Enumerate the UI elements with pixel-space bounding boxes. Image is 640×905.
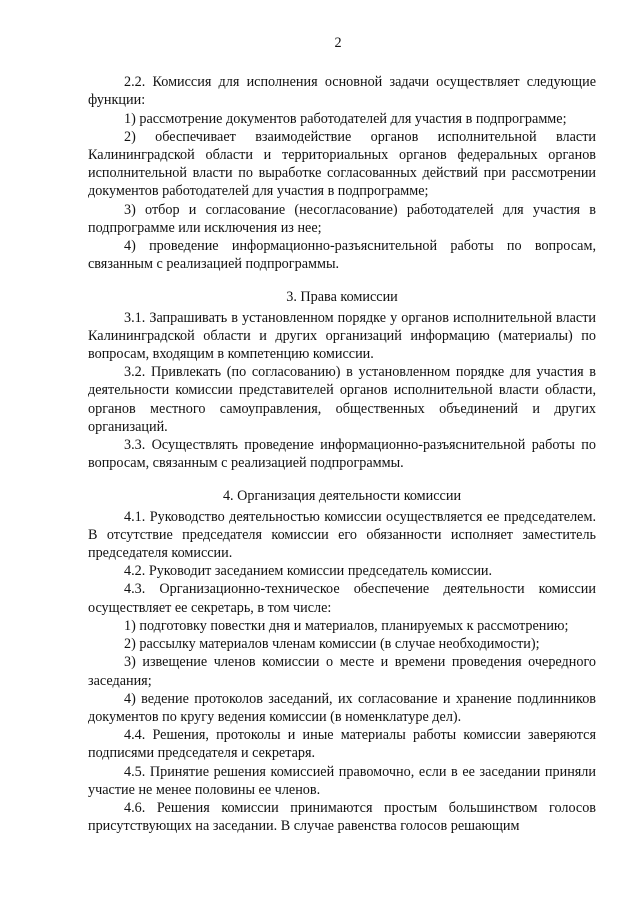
section-3 [88, 288, 596, 472]
list-item-2-2-2: 2) обеспечивает взаимодействие органов исполнительной власти Калининградской области и территориальных органов федеральных органов исполнительной власти по выработке согласованных действий при рассмотрении документов работодателей для участия в подпрограмме; [88, 128, 596, 200]
list-item-2-2-1: 1) рассмотрение документов работодателей для участия в подпрограмме; [124, 110, 567, 127]
list-item-4-3-1: 1) подготовку повестки дня и материалов, планируемых к рассмотрению; [124, 617, 569, 634]
paragraph-4-2: 4.2. Руководит заседанием комиссии председатель комиссии. [124, 563, 493, 580]
list-item-4-3-3: 3) извещение членов комиссии о месте и времени проведения очередного заседания; [88, 654, 596, 689]
paragraph-3-1: 3.1. Запрашивать в установленном порядке у органов исполнительной власти Калининградской области и других организаций информацию (материалы) по вопросам, входящим в компетенцию комиссии. [88, 309, 596, 363]
paragraph-4-6: 4.6. Решения комиссии принимаются простым большинством голосов присутствующих на заседании. В случае равенства голосов решающим [88, 799, 596, 835]
paragraph-4-1: 4.1. Руководство деятельностью комиссии осуществляется ее председателем. В отсутствие председателя комиссии его обязанности исполняет заместитель председателя комиссии. [88, 508, 596, 562]
list-item-4-3-4: 4) ведение протоколов заседаний, их согласование и хранение подлинников документов по кругу ведения комиссии (в номенклатуре дел). [88, 690, 596, 725]
page-number: 2 [334, 35, 342, 51]
section-4 [88, 487, 596, 835]
paragraph-4-3: 4.3. Организационно-техническое обеспечение деятельности комиссии осуществляет ее секретарь, в том числе: [88, 581, 596, 616]
list-item-2-2-4: 4) проведение информационно-разъяснительной работы по вопросам, связанным с реализацией подпрограммы. [88, 238, 596, 273]
paragraph-4-5: 4.5. Принятие решения комиссией правомочно, если в ее заседании приняли участие не менее половины ее членов. [88, 763, 596, 798]
paragraph-2-2: 2.2. Комиссия для исполнения основной задачи осуществляет следующие функции: [88, 74, 596, 109]
section-4-heading: 4. Организация деятельности комиссии [222, 488, 462, 505]
paragraph-3-2: 3.2. Привлекать (по согласованию) в установленном порядке для участия в деятельности комиссии представителей органов исполнительной власти области, органов местного самоуправления, общественных объединений и других организаций. [88, 364, 596, 435]
section-2-continuation [88, 73, 596, 273]
paragraph-4-4: 4.4. Решения, протоколы и иные материалы работы комиссии заверяются подписями председателя и секретаря. [88, 727, 596, 762]
section-3-heading: 3. Права комиссии [286, 289, 398, 306]
list-item-2-2-3: 3) отбор и согласование (несогласование) работодателей для участия в подпрограмме или исключения из нее; [88, 201, 596, 236]
paragraph-3-3: 3.3. Осуществлять проведение информационно-разъяснительной работы по вопросам, связанным с реализацией подпрограммы. [88, 437, 596, 472]
list-item-4-3-2: 2) рассылку материалов членам комиссии (в случае необходимости); [124, 636, 540, 653]
